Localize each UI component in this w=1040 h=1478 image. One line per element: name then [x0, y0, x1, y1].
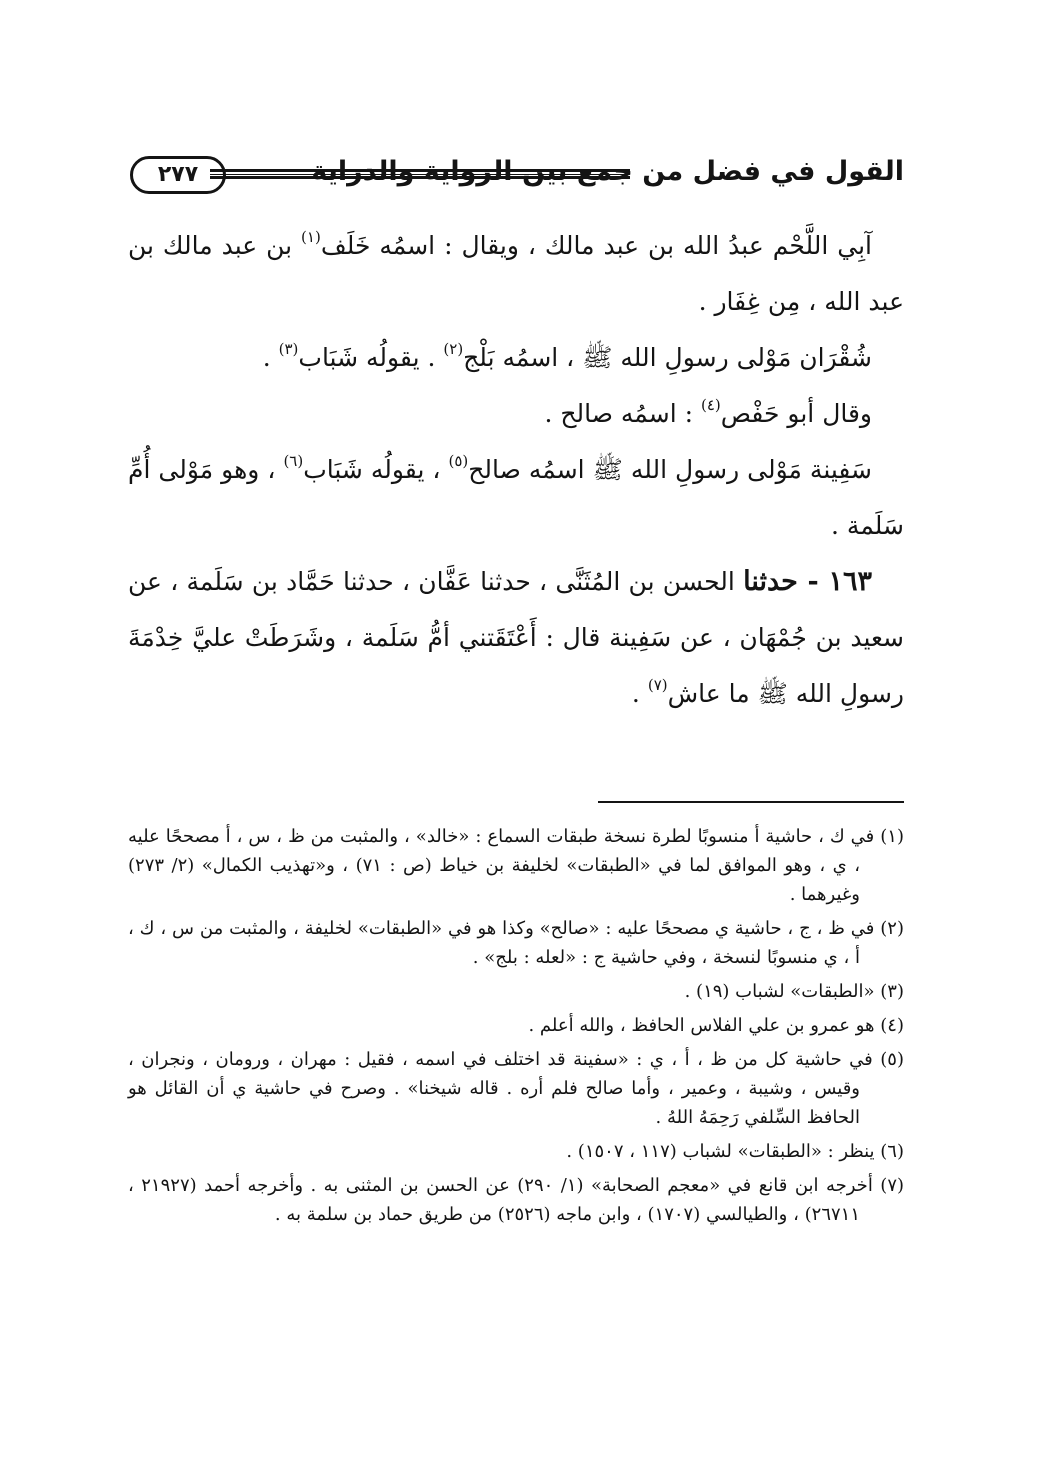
footnote-divider	[598, 801, 904, 803]
footnote-ref-7: (٧)	[647, 676, 668, 694]
main-text	[128, 218, 904, 722]
footnote-ref-3: (٣)	[278, 340, 299, 358]
footnote-ref-1: (١)	[301, 228, 321, 246]
page-header	[128, 150, 904, 206]
footnote-ref-5: (٥)	[448, 452, 469, 470]
header-rule-middle-line	[210, 174, 630, 175]
page-number: ٢٧٧	[130, 156, 226, 194]
paragraph-shuqran: شُقْرَان مَوْلى رسولِ الله ﷺ ، اسمُه بَلْج$^{(٢)}$ . يقولُه شَبَاب$^{(٣)}$ .	[262, 340, 872, 372]
footnote-6: (٦) ينظر : «الطبقات» لشباب (١١٧ ، ١٥٠٧) .	[566, 1141, 904, 1162]
footnote-5: (٥) في حاشية كل من ظ ، أ ، ي : «سفينة قد اختلف في اسمه ، فقيل : مهران ، ورومان ، ونجران ، وقيس ، وشيبة ، وعمير ، وأما صالح فلم أره . قاله شيخنا» . وصرح في حاشية ي أن القائل هو الحافظ السِّلفي رَحِمَهُ اللهُ .	[128, 1049, 904, 1128]
footnotes	[128, 822, 904, 1234]
paragraph-abu-hafs: وقال أبو حَفْص$^{(٤)}$ : اسمُه صالح .	[544, 396, 872, 428]
footnote-7: (٧) أخرجه ابن قانع في «معجم الصحابة» (١/ ٢٩٠) عن الحسن بن المثنى به . وأخرجه أحمد (٢١٩٢٧ ، ٢٦٧١١) ، والطيالسي (١٧٠٧) ، وابن ماجه (٢٥٢٦) من طريق حماد بن سلمة به .	[128, 1175, 905, 1225]
footnote-ref-2: (٢)	[443, 340, 464, 358]
footnote-4: (٤) هو عمرو بن علي الفلاس الحافظ ، والله أعلم .	[528, 1015, 904, 1036]
footnote-ref-4: (٤)	[700, 396, 721, 414]
footnote-2: (٢) في ظ ، ج ، حاشية ي مصححًا عليه : «صالح» وكذا هو في «الطبقات» لخليفة ، والمثبت من س ، ك ، أ ، ي منسوبًا لنسخة ، وفي حاشية ج : «لعله : بلج» .	[128, 918, 904, 968]
hadith-number-lead: ١٦٣ - حدثنا	[743, 566, 872, 597]
footnote-3: (٣) «الطبقات» لشباب (١٩) .	[684, 981, 904, 1002]
running-title: القول في فضل من جمع بين الرواية والدراية	[311, 156, 904, 187]
paragraph-safina: سَفِينة مَوْلى رسولِ الله ﷺ اسمُه صالح$^{(٥)}$ ، يقولُه شَبَاب$^{(٦)}$ ، وهو مَوْلى أُمِّ سَلَمة .	[128, 452, 904, 540]
paragraph-abi-allahm: آبِي اللَّحْم عبدُ الله بن عبد مالك ، ويقال : اسمُه خَلَف$^{(١)}$ بن عبد مالك بن عبد الله ، مِن غِفَار .	[128, 228, 904, 316]
footnote-1: (١) في ك ، حاشية أ منسوبًا لطرة نسخة طبقات السماع : «خالد» ، والمثبت من ظ ، س ، أ مصححًا عليه ، ي ، وهو الموافق لما في «الطبقات» لخليفة بن خياط (ص : ٧١) ، و«تهذيب الكمال» (٢/ ٢٧٣) وغيرهما .	[128, 826, 904, 905]
hadith-163: ١٦٣ - حدثنا الحسن بن المُثَنَّى ، حدثنا عَفَّان ، حدثنا حَمَّاد بن سَلَمة ، عن سعيد بن جُمْهَان ، عن سَفِينة قال : أَعْتَقَتني أمُّ سَلَمة ، وشَرَطَتْ عليَّ خِدْمَةَ رسولِ الله ﷺ ما عاش$^{(٧)}$ .	[128, 566, 904, 708]
footnote-ref-6: (٦)	[283, 452, 304, 470]
